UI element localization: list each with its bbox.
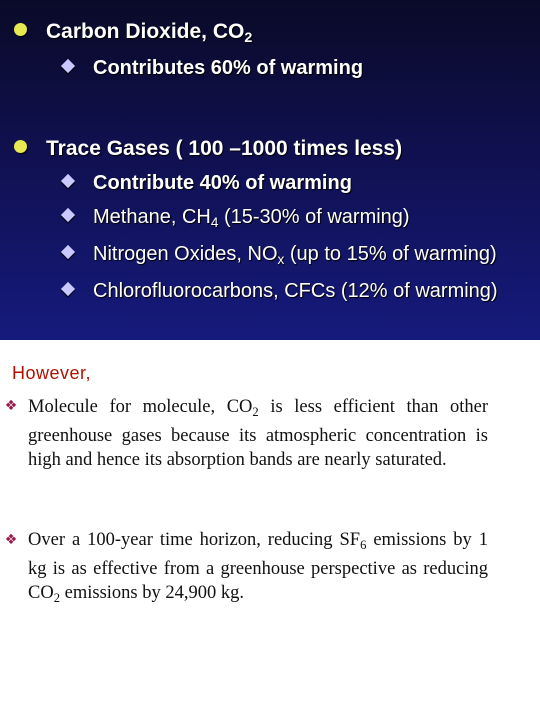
diamond-flower-bullet-icon: ❖ <box>4 532 18 548</box>
bullet-item-carbon-dioxide <box>14 20 252 46</box>
diamond-bullet-icon <box>61 282 75 296</box>
yellow-dot-bullet-icon <box>14 140 27 153</box>
subscript: 4 <box>210 214 219 230</box>
sub-bullet-item <box>60 172 352 195</box>
paragraph-text: Molecule for molecule, CO <box>28 397 253 417</box>
diamond-flower-bullet-icon: ❖ <box>4 398 18 414</box>
sub-bullet-text-tail: (up to 15% of warming) <box>284 243 497 265</box>
bullet-text: Carbon Dioxide, CO <box>46 20 245 43</box>
subscript: x <box>277 251 285 267</box>
diamond-bullet-icon <box>61 174 75 188</box>
diamond-bullet-icon <box>61 59 75 73</box>
subscript: 6 <box>360 537 367 552</box>
subscript: 2 <box>53 590 60 605</box>
subscript: 2 <box>244 29 253 46</box>
sub-bullet-item <box>60 243 497 267</box>
sub-bullet-item <box>60 57 363 80</box>
sub-bullet-text-tail: (15-30% of warming) <box>218 206 410 228</box>
bullet-item-trace-gases <box>14 137 402 161</box>
sub-bullet-text: Methane, CH <box>93 206 211 228</box>
paragraph-text: Over a 100-year time horizon, reducing SF <box>28 530 361 550</box>
yellow-dot-bullet-icon <box>14 23 27 36</box>
sub-bullet-item <box>60 280 498 303</box>
paragraph-sf6-comparison <box>28 528 488 610</box>
diamond-bullet-icon <box>61 245 75 259</box>
however-heading: However, <box>12 363 92 383</box>
slide-panel <box>0 0 540 340</box>
sub-bullet-text: Nitrogen Oxides, NO <box>93 243 278 265</box>
paragraph-text: emissions by 24,900 kg. <box>60 582 244 603</box>
paragraph-text: emissions by 1 kg is as effective from a greenhouse perspective as reducing CO <box>28 530 488 603</box>
subscript: 2 <box>252 404 259 419</box>
sub-bullet-text: Contributes 60% of warming <box>93 57 364 79</box>
sub-bullet-text: Chlorofluorocarbons, CFCs (12% of warming) <box>93 280 498 302</box>
paragraph-text: is less efficient than other greenhouse gases because its atmospheric concentration is high and hence its absorption bands are nearly saturated. <box>28 397 489 470</box>
sub-bullet-item <box>60 206 410 230</box>
paragraph-co2-efficiency <box>28 395 488 472</box>
sub-bullet-text: Contribute 40% of warming <box>93 172 352 194</box>
diamond-bullet-icon <box>61 208 75 222</box>
bullet-text: Trace Gases ( 100 –1000 times less) <box>46 137 403 160</box>
